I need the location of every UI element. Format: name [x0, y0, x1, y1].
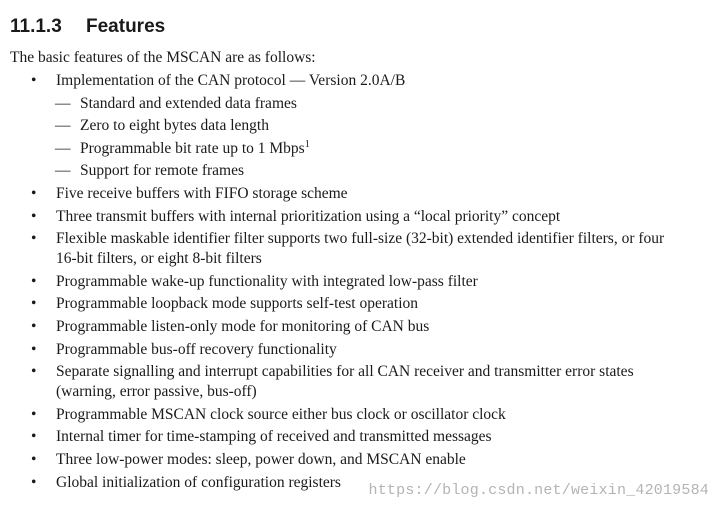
feature-list	[0, 71, 719, 495]
feature-text: Three low-power modes: sleep, power down, and MSCAN enable	[56, 450, 466, 468]
bullet-icon: •	[31, 340, 37, 358]
feature-subitem	[0, 94, 719, 114]
feature-item	[0, 294, 719, 314]
feature-text: Programmable MSCAN clock source either bus clock or oscillator clock	[56, 405, 506, 423]
feature-text: Five receive buffers with FIFO storage scheme	[56, 184, 348, 202]
bullet-icon: •	[31, 473, 37, 491]
feature-text: Programmable wake-up functionality with integrated low-pass filter	[56, 272, 478, 290]
watermark-url: https://blog.csdn.net/weixin_42019584	[368, 482, 709, 499]
section-number: 11.1.3	[10, 16, 62, 37]
feature-item	[0, 340, 719, 360]
subitem-text: Zero to eight bytes data length	[80, 117, 269, 135]
feature-item	[0, 450, 719, 470]
subitem-text: Standard and extended data frames	[80, 94, 297, 112]
bullet-icon: •	[31, 230, 37, 248]
feature-text-continued: (warning, error passive, bus-off)	[56, 383, 257, 401]
subitem-text: Support for remote frames	[80, 162, 244, 180]
feature-text: Separate signalling and interrupt capabilities for all CAN receiver and transmitter error states	[56, 363, 634, 381]
dash-icon: —	[55, 94, 71, 112]
bullet-icon: •	[31, 295, 37, 313]
feature-item	[0, 427, 719, 447]
section-title: Features	[86, 16, 166, 37]
feature-item	[0, 405, 719, 425]
feature-text: Implementation of the CAN protocol — Version 2.0A/B	[56, 72, 406, 89]
feature-item	[0, 184, 719, 204]
bullet-icon: •	[31, 207, 37, 225]
bullet-icon: •	[31, 72, 37, 89]
bullet-icon: •	[31, 184, 37, 202]
feature-text-continued: 16-bit filters, or eight 8-bit filters	[56, 250, 262, 268]
bullet-icon: •	[31, 363, 37, 381]
dash-icon: —	[55, 139, 71, 157]
footnote-marker: 1	[304, 138, 310, 150]
feature-subitem	[0, 139, 719, 159]
feature-text: Global initialization of configuration registers	[56, 473, 341, 491]
feature-item	[0, 362, 719, 402]
feature-item	[0, 272, 719, 292]
feature-text: Three transmit buffers with internal prioritization using a “local priority” concept	[56, 207, 561, 225]
feature-text: Programmable bus-off recovery functionality	[56, 340, 337, 358]
feature-text: Internal timer for time-stamping of received and transmitted messages	[56, 428, 492, 446]
feature-subitem	[0, 161, 719, 181]
intro-paragraph: The basic features of the MSCAN are as follows:	[10, 49, 316, 66]
bullet-icon: •	[31, 405, 37, 423]
feature-item	[0, 317, 719, 337]
feature-item	[0, 207, 719, 227]
bullet-icon: •	[31, 317, 37, 335]
feature-item	[0, 229, 719, 269]
feature-text: Programmable loopback mode supports self-test operation	[56, 295, 419, 313]
bullet-icon: •	[31, 428, 37, 446]
dash-icon: —	[55, 162, 71, 180]
section-heading	[10, 15, 165, 39]
feature-subitem	[0, 116, 719, 136]
dash-icon: —	[55, 117, 71, 135]
bullet-icon: •	[31, 450, 37, 468]
bullet-icon: •	[31, 272, 37, 290]
feature-text: Programmable listen-only mode for monitoring of CAN bus	[56, 317, 430, 335]
feature-item	[0, 71, 719, 91]
feature-text: Flexible maskable identifier filter supports two full-size (32-bit) extended identifier filters, or four	[56, 230, 665, 248]
subitem-text: Programmable bit rate up to 1 Mbps	[80, 139, 305, 157]
